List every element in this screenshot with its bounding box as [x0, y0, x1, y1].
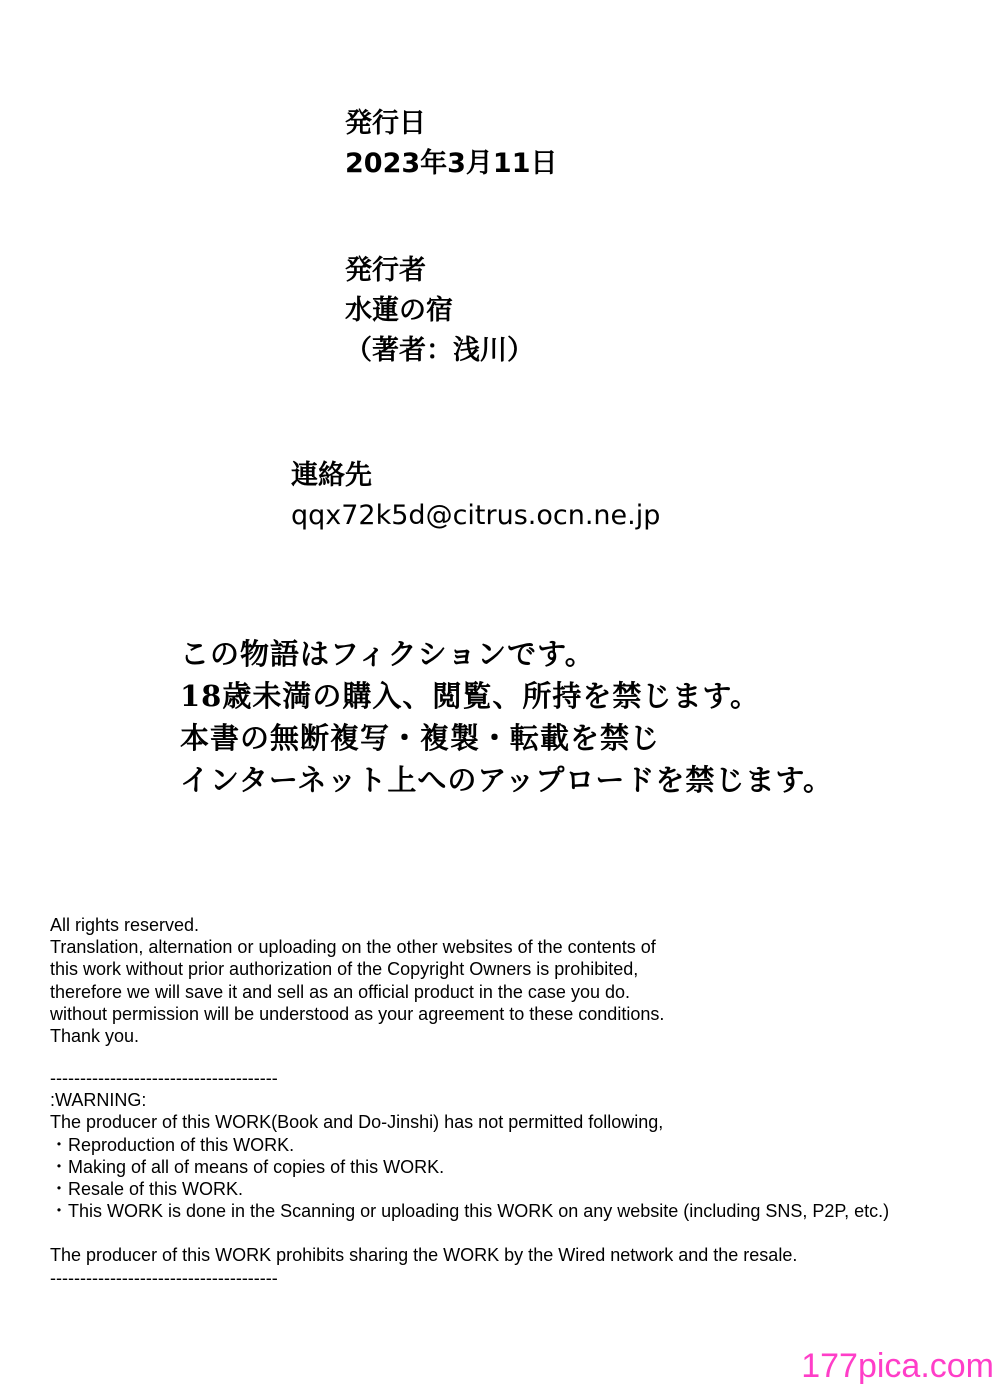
- notice-jp-line: 18歳未満の購入、閲覧、所持を禁じます。: [180, 679, 761, 713]
- contact-label: 連絡先: [291, 460, 372, 491]
- warning-spacer: [50, 1222, 889, 1244]
- notice-jp-line: この物語はフィクションです。: [180, 637, 595, 671]
- rights-en-block: [50, 914, 664, 1047]
- divider-bottom: --------------------------------------: [50, 1267, 278, 1288]
- warning-item: ・Making of all of means of copies of this WORK.: [50, 1156, 445, 1177]
- notice-jp-block: [180, 633, 833, 801]
- issue-date-block: [345, 104, 558, 184]
- warning-en-block: [50, 1067, 889, 1289]
- watermark: 177pica.com: [801, 1347, 994, 1385]
- warning-item: ・Resale of this WORK.: [50, 1179, 244, 1200]
- notice-jp-line: 本書の無断複写・複製・転載を禁じ: [180, 721, 661, 755]
- warning-item: ・Reproduction of this WORK.: [50, 1134, 295, 1155]
- publisher-name: 水蓮の宿: [345, 295, 453, 326]
- rights-line: this work without prior authorization of the Copyright Owners is prohibited,: [50, 959, 639, 980]
- publisher-block: [345, 251, 534, 371]
- issue-date-value: 2023年3月11日: [345, 148, 558, 179]
- warning-closing: The producer of this WORK prohibits sharing the WORK by the Wired network and the resale.: [50, 1245, 798, 1266]
- issue-date-label: 発行日: [345, 108, 426, 139]
- warning-heading: :WARNING:: [50, 1090, 147, 1111]
- contact-email: qqx72k5d@citrus.ocn.ne.jp: [291, 500, 661, 531]
- warning-intro: The producer of this WORK(Book and Do-Jinshi) has not permitted following,: [50, 1112, 664, 1133]
- warning-item: ・This WORK is done in the Scanning or uploading this WORK on any website (including SNS, P2P, etc.): [50, 1201, 890, 1222]
- rights-line: therefore we will save it and sell as an official product in the case you do.: [50, 981, 630, 1002]
- rights-line: Thank you.: [50, 1026, 140, 1047]
- author-name: （著者：浅川）: [345, 335, 534, 366]
- rights-line: All rights reserved.: [50, 915, 200, 935]
- notice-jp-line: インターネット上へのアップロードを禁じます。: [180, 763, 834, 797]
- divider-top: --------------------------------------: [50, 1068, 278, 1088]
- rights-line: Translation, alternation or uploading on the other websites of the contents of: [50, 937, 656, 958]
- rights-line: without permission will be understood as your agreement to these conditions.: [50, 1003, 665, 1024]
- contact-block: [291, 456, 660, 536]
- publisher-label: 発行者: [345, 255, 426, 286]
